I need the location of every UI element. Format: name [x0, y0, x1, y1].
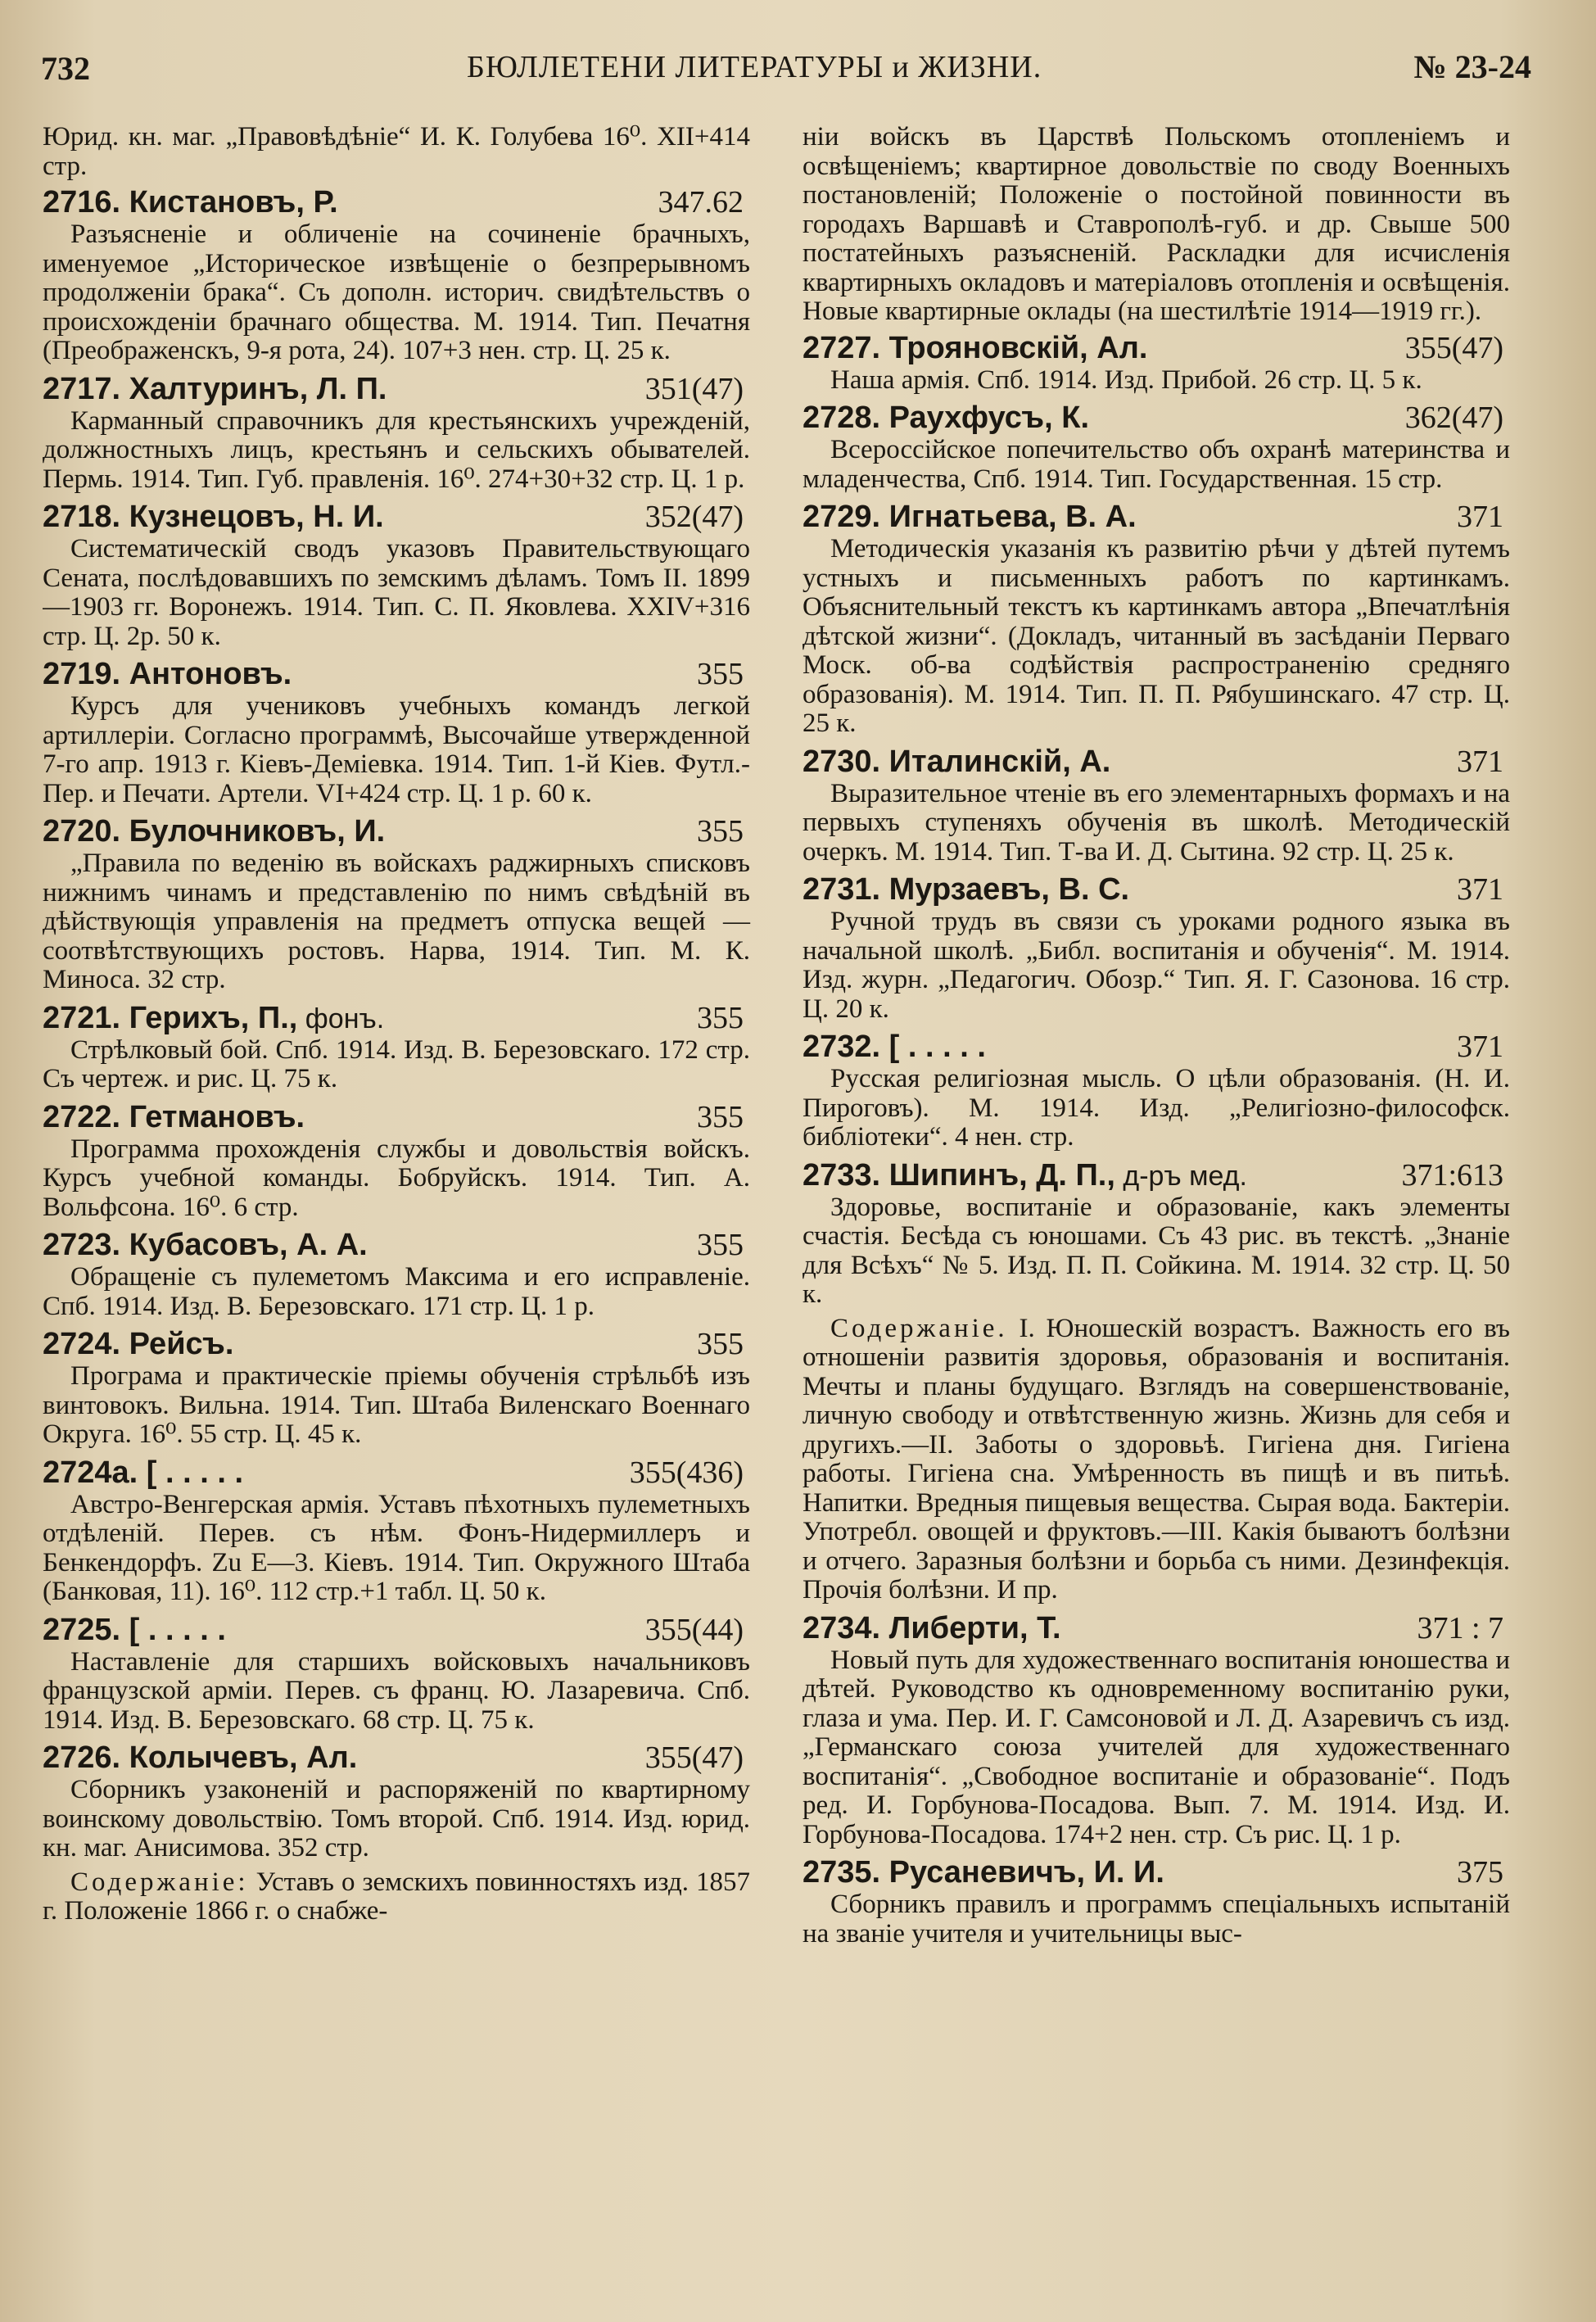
entry-description: Карманный справочникъ для крестьянскихъ учрежденій, должностныхъ лицъ, крестьянъ и сельскихъ обывателей. Пермь. 1914. Тип. Губ. правленія. 16⁰. 274+30+32 стр. Ц. 1 р. [43, 405, 750, 494]
classification-code: 347.62 [658, 185, 744, 220]
entry-author: Италинскій, А. [888, 744, 1111, 779]
catalog-entry [43, 1326, 755, 1450]
entry-heading [43, 1326, 755, 1362]
entry-number: 2727. [803, 330, 881, 365]
entry-description: Выразительное чтеніе въ его элементарныхъ формахъ и на первыхъ ступеняхъ обученія въ школѣ. Методическій очеркъ. М. 1914. Тип. Т-ва И. Д. Сытина. 92 стр. Ц. 25 к. [803, 778, 1510, 867]
entry-heading [43, 1612, 755, 1648]
catalog-entry [43, 371, 755, 495]
entry-number: 2723. [43, 1228, 121, 1262]
entry-number: 2726. [43, 1740, 121, 1775]
catalog-entry [803, 744, 1515, 867]
classification-code: 371:613 [1401, 1157, 1503, 1193]
entry-heading [43, 1740, 755, 1776]
classification-code: 371 [1457, 1030, 1503, 1064]
entry-author: Кузнецовъ, Н. И. [129, 500, 384, 534]
entry-author: [ . . . . . [129, 1612, 226, 1647]
entry-heading [43, 656, 755, 692]
entry-contents [803, 1315, 1510, 1605]
catalog-entry [43, 499, 755, 651]
entry-author: Герихъ, П., [129, 1000, 298, 1035]
classification-code: 371 [1457, 744, 1503, 779]
classification-code: 371 [1457, 872, 1503, 907]
entry-description: Русская религіозная мысль. О цѣли образованія. (Н. И. Пироговъ). М. 1914. Изд. „Религіозно-философск. библіотеки“. 4 нен. стр. [803, 1064, 1510, 1152]
entry-author: Колычевъ, Ал. [129, 1740, 358, 1775]
entry-heading [43, 1000, 755, 1036]
entry-number: 2720. [43, 814, 121, 849]
entry-author: Шипинъ, Д. П., [888, 1157, 1115, 1193]
entry-contents [43, 1868, 750, 1926]
entry-author: Антоновъ. [129, 657, 292, 691]
classification-code: 355 [697, 1228, 744, 1262]
entry-author: [ . . . . . [888, 1030, 986, 1064]
classification-code: 362(47) [1404, 401, 1503, 435]
entry-description: Обращеніе съ пулеметомъ Максима и его исправленіе. Спб. 1914. Изд. В. Березовскаго. 171 стр. Ц. 1 р. [43, 1262, 750, 1321]
contents-label: Содержаніе: [70, 1867, 249, 1897]
entry-author: Русаневичъ, И. И. [888, 1855, 1164, 1890]
entry-number: 2722. [43, 1099, 121, 1134]
entry-number: 2730. [803, 744, 881, 779]
entry-number: 2732. [803, 1030, 881, 1064]
classification-code: 355 [697, 1000, 744, 1035]
entry-heading [43, 1455, 755, 1491]
catalog-entry [803, 1854, 1515, 1949]
entry-number: 2716. [43, 185, 121, 220]
catalog-entry [803, 499, 1515, 739]
contents-label: Содержаніе. [830, 1313, 1008, 1343]
catalog-entry [43, 184, 755, 366]
entry-heading [803, 499, 1515, 535]
catalog-entry [803, 1029, 1515, 1152]
entry-heading [43, 184, 755, 220]
entry-author: Булочниковъ, И. [129, 814, 386, 849]
entry-number: 2731. [803, 872, 881, 907]
entry-description: Програма и практическіе пріемы обученія стрѣльбѣ изъ винтовокъ. Вильна. 1914. Тип. Штаба Виленскаго Военнаго Округа. 16⁰. 55 стр. Ц. 45 к. [43, 1361, 750, 1449]
classification-code: 355(47) [1404, 330, 1503, 365]
entry-author: Мурзаевъ, В. С. [888, 872, 1130, 907]
entry-number: 2721. [43, 1000, 121, 1035]
catalog-entry [803, 1157, 1515, 1605]
entry-author-note: фонъ. [297, 1003, 385, 1034]
left-column [43, 123, 755, 2302]
catalog-entry [803, 1610, 1515, 1850]
classification-code: 355 [697, 814, 744, 849]
entry-heading [803, 330, 1515, 366]
catalog-entry [803, 330, 1515, 396]
classification-code: 371 : 7 [1417, 1610, 1503, 1645]
entry-number: 2724. [43, 1327, 121, 1361]
entry-description: Методическія указанія къ развитію рѣчи у дѣтей путемъ устныхъ и письменныхъ работъ по картинкамъ. Объяснительный текстъ къ картинкамъ автора „Впечатлѣнія дѣтской жизни“. (Докладъ, читанный въ засѣданіи Перваго Моск. об-ва содѣйствія распространенію средняго образованія). М. 1914. Тип. П. П. Рябушинскаго. 47 стр. Ц. 25 к. [803, 534, 1510, 738]
catalog-entry [43, 1000, 755, 1094]
entry-author: Раухфусъ, К. [888, 401, 1090, 435]
entry-description: Австро-Венгерская армія. Уставъ пѣхотныхъ пулеметныхъ отдѣленій. Перев. съ нѣм. Фонъ-Нидермиллеръ и Бенкендорфъ. Zu E—3. Кіевъ. 1914. Тип. Окружного Штаба (Банковая, 11). 16⁰. 112 стр.+1 табл. Ц. 50 к. [43, 1489, 750, 1606]
entry-number: 2718. [43, 500, 121, 534]
entry-description: Разъясненіе и обличеніе на сочиненіе брачныхъ, именуемое „Историческое извѣщеніе о безпрерывномъ продолженіи брака“. Съ дополн. историч. свидѣтельствъ о происхожденіи брачнаго общества. М. 1914. Тип. Печатня (Преображенскъ, 9-я рота, 24). 107+3 нен. стр. Ц. 25 к. [43, 220, 750, 365]
classification-code: 355 [697, 1327, 744, 1361]
entry-heading [803, 1029, 1515, 1065]
continued-text: ніи войскъ въ Царствѣ Польскомъ отопленіемъ и освѣщеніемъ; квартирное довольствіе по своду Военныхъ постановленій; Положеніе о постойной повинности въ городахъ Варшавѣ и Ставрополѣ-губ. и др. Свыше 500 постатейныхъ разъясненій. Раскладки для исчисленія квартирныхъ окладовъ и матеріаловъ отопленія и освѣщенія. Новые квартирные оклады (на шестилѣтіе 1914—1919 гг.). [803, 123, 1510, 326]
entry-author: Халтуринъ, Л. П. [129, 371, 387, 406]
classification-code: 355(47) [644, 1740, 744, 1775]
catalog-entry [803, 871, 1515, 1024]
entry-heading [43, 371, 755, 407]
catalog-entry [43, 1612, 755, 1736]
entry-description: Ручной трудъ въ связи съ уроками родного языка въ начальной школѣ. „Библ. воспитанія и обученія“. М. 1914. Изд. журн. „Педагогич. Обозр.“ Тип. Я. Г. Сазонова. 16 стр. Ц. 20 к. [803, 907, 1510, 1024]
catalog-entry [43, 813, 755, 995]
entry-heading [803, 744, 1515, 780]
issue-number: № 23-24 [1413, 48, 1531, 85]
classification-code: 375 [1457, 1855, 1503, 1890]
entry-author: Кистановъ, Р. [129, 185, 338, 220]
catalog-entry [803, 400, 1515, 494]
entry-heading [803, 1157, 1515, 1193]
entry-heading [803, 400, 1515, 436]
entry-description: Всероссійское попечительство объ охранѣ материнства и младенчества, Спб. 1914. Тип. Государственная. 15 стр. [803, 435, 1510, 494]
catalog-entry [43, 1740, 755, 1926]
entry-description: Наша армія. Спб. 1914. Изд. Прибой. 26 стр. Ц. 5 к. [830, 364, 1422, 395]
entry-number: 2724а. [43, 1455, 138, 1490]
entry-heading [43, 1227, 755, 1263]
classification-code: 352(47) [644, 500, 744, 534]
continued-text: Юрид. кн. маг. „Правовѣдѣніе“ И. К. Голубева 16⁰. XII+414 стр. [43, 123, 750, 181]
classification-code: 355(44) [644, 1612, 744, 1647]
catalog-entry [43, 656, 755, 808]
entry-description: Курсъ для учениковъ учебныхъ командъ легкой артиллеріи. Согласно программѣ, Высочайше утвержденной 7-го апр. 1913 г. Кіевъ-Деміевка. 1914. Тип. 1-й Кіев. Футл.-Пер. и Печати. Артели. VI+424 стр. Ц. 1 р. 60 к. [43, 691, 750, 808]
entry-description: „Правила по веденію въ войскахъ раджирныхъ списковъ нижнимъ чинамъ и представленію по нимъ свѣдѣній въ дѣйствующія управленія на предметъ отпуска вещей — соотвѣтствующихъ ростовъ. Нарва, 1914. Тип. М. К. Миноса. 32 стр. [43, 849, 750, 994]
classification-code: 355 [697, 657, 744, 691]
classification-code: 371 [1457, 500, 1503, 534]
entry-number: 2735. [803, 1855, 881, 1890]
catalog-entry [43, 1099, 755, 1223]
contents-text: Уставъ о земскихъ повинностяхъ изд. 1857 г. Положеніе 1866 г. о снабже- [43, 1867, 750, 1926]
classification-code: 355 [697, 1099, 744, 1134]
entry-author-note: д-ръ мед. [1114, 1160, 1247, 1192]
entry-author: Гетмановъ. [129, 1099, 305, 1134]
entry-description: Новый путь для художественнаго воспитанія юношества и дѣтей. Руководство къ одновременному воспитанію руки, глаза и ума. Пер. И. Г. Самсоновой и Л. Д. Азаревичъ съ изд. „Германскаго союза учителей для художественнаго воспитанія“. „Свободное воспитаніе и образованіе“. Подъ ред. И. Горбунова-Посадова. Вып. 7. М. 1914. Изд. И. Горбунова-Посадова. 174+2 нен. стр. Съ рис. Ц. 1 р. [803, 1645, 1510, 1849]
entry-number: 2734. [803, 1610, 881, 1645]
entry-description: Стрѣлковый бой. Спб. 1914. Изд. В. Березовскаго. 172 стр. Съ чертеж. и рис. Ц. 75 к. [43, 1034, 750, 1093]
entry-author: Игнатьева, В. А. [888, 500, 1137, 534]
entry-heading [803, 871, 1515, 908]
catalog-entry [43, 1227, 755, 1321]
entry-description: Программа прохожденія службы и довольствія войскъ. Курсъ учебной команды. Бобруйскъ. 1914. Тип. А. Вольфсона. 16⁰. 6 стр. [43, 1134, 750, 1222]
entry-heading [43, 813, 755, 849]
entry-heading [43, 1099, 755, 1135]
entry-heading [43, 499, 755, 535]
entry-number: 2729. [803, 500, 881, 534]
entry-author: [ . . . . . [146, 1455, 244, 1490]
entry-description: Сборникъ узаконеній и распоряженій по квартирному воинскому довольствію. Томъ второй. Спб. 1914. Изд. юрид. кн. маг. Анисимова. 352 стр. [43, 1775, 750, 1863]
entry-number: 2728. [803, 401, 881, 435]
entry-author: Трояновскій, Ал. [888, 330, 1148, 365]
entry-number: 2719. [43, 657, 121, 691]
contents-text: I. Юношескій возрастъ. Важность его въ отношеніи развитія здоровья, образованія и воспитанія. Мечты и планы будущаго. Взглядъ на совершенствованіе, личную свободу и отвѣтственную жизнь. Жизнь для себя и другихъ.—II. Заботы о здоровьѣ. Гигіена дня. Гигіена работы. Гигіена сна. Умѣренность въ пищѣ и въ питьѣ. Напитки. Вредныя пищевыя вещества. Сырая вода. Бактеріи. Употребл. овощей и фруктовъ.—III. Какія бываютъ болѣзни и отчего. Заразныя болѣзни и борьба съ ними. Дезинфекція. Прочія болѣзни. И пр. [803, 1313, 1510, 1605]
entry-number: 2733. [803, 1157, 881, 1193]
entry-author: Кубасовъ, А. А. [129, 1228, 368, 1262]
entry-number: 2725. [43, 1612, 121, 1647]
page-number: 732 [41, 50, 90, 87]
running-title: БЮЛЛЕТЕНИ ЛИТЕРАТУРЫ и ЖИЗНИ. [467, 50, 1042, 84]
classification-code: 351(47) [644, 371, 744, 406]
entry-description: Сборникъ правилъ и программъ спеціальныхъ испытаній на званіе учителя и учительницы выс- [803, 1890, 1510, 1949]
right-column [803, 123, 1515, 2302]
entry-description: Здоровье, воспитаніе и образованіе, какъ элементы счастія. Бесѣда съ юношами. Съ 43 рис. въ текстѣ. „Знаніе для Всѣхъ“ № 5. Изд. П. П. Сойкина. М. 1914. 32 стр. Ц. 50 к. [803, 1192, 1510, 1309]
entry-author: Рейсъ. [129, 1327, 234, 1361]
entry-description: Наставленіе для старшихъ войсковыхъ начальниковъ французской арміи. Перев. съ франц. Ю. Лазаревича. Спб. 1914. Изд. В. Березовскаго. 68 стр. Ц. 75 к. [43, 1646, 750, 1735]
entry-description: Систематическій сводъ указовъ Правительствующаго Сената, послѣдовавшихъ по земскимъ дѣламъ. Томъ II. 1899—1903 гг. Воронежъ. 1914. Тип. С. П. Яковлева. XXIV+316 стр. Ц. 2р. 50 к. [43, 534, 750, 651]
entry-heading [803, 1610, 1515, 1646]
entry-heading [803, 1854, 1515, 1890]
classification-code: 355(436) [629, 1455, 744, 1490]
entry-number: 2717. [43, 371, 121, 406]
entry-author: Либерти, Т. [888, 1610, 1061, 1645]
catalog-entry [43, 1455, 755, 1607]
page-header [41, 43, 1531, 92]
